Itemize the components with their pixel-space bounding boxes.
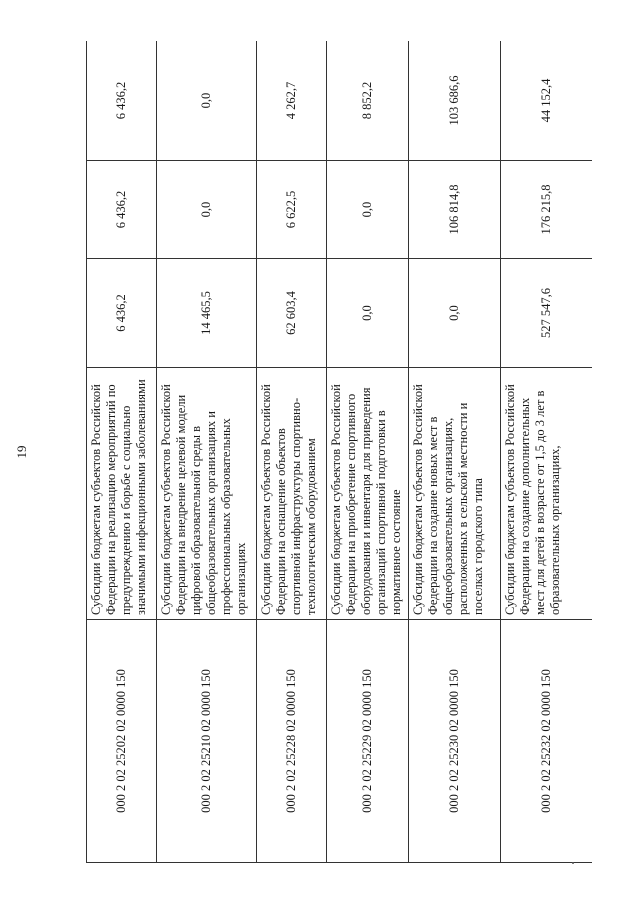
description-cell: Субсидии бюджетам субъектов Российской Федерации на создание дополнительных мест для детей в возрасте от 1,5 до 3 лет в образовательных организациях, xyxy=(501,368,593,620)
table-row xyxy=(87,41,157,863)
budget-code-cell: 000 2 02 25229 02 0000 150 xyxy=(327,620,409,863)
value-cell-year1: 527 547,6 xyxy=(501,259,593,368)
value-cell-year1: 14 465,5 xyxy=(157,259,257,368)
value-cell-year3: 44 152,4 xyxy=(501,41,593,161)
table-row xyxy=(157,41,257,863)
budget-code-cell: 000 2 02 25210 02 0000 150 xyxy=(157,620,257,863)
table-row xyxy=(327,41,409,863)
page-number: 19 xyxy=(14,445,29,459)
value-cell-year1: 0,0 xyxy=(327,259,409,368)
value-cell-year1: 62 603,4 xyxy=(257,259,327,368)
description-cell: Субсидии бюджетам субъектов Российской Федерации на внедрение целевой модели цифровой образовательной среды в общеобразовательных организациях и профессиональных образовательных организациях xyxy=(157,368,257,620)
budget-table-container xyxy=(86,41,592,863)
rotated-table-frame xyxy=(86,41,592,863)
value-cell-year2: 0,0 xyxy=(157,161,257,259)
table-row xyxy=(501,41,593,863)
scan-speck xyxy=(572,862,574,864)
description-cell: Субсидии бюджетам субъектов Российской Федерации на реализацию мероприятий по предупреждению и борьбе с социально значимыми инфекционными заболеваниями xyxy=(87,368,157,620)
value-cell-year2: 176 215,8 xyxy=(501,161,593,259)
budget-code-cell: 000 2 02 25228 02 0000 150 xyxy=(257,620,327,863)
value-cell-year2: 0,0 xyxy=(327,161,409,259)
budget-code-cell: 000 2 02 25202 02 0000 150 xyxy=(87,620,157,863)
table-row xyxy=(409,41,501,863)
value-cell-year3: 0,0 xyxy=(157,41,257,161)
value-cell-year3: 103 686,6 xyxy=(409,41,501,161)
value-cell-year3: 8 852,2 xyxy=(327,41,409,161)
description-cell: Субсидии бюджетам субъектов Российской Федерации на оснащение объектов спортивной инфраструктуры спортивно-технологическим оборудованием xyxy=(257,368,327,620)
description-cell: Субсидии бюджетам субъектов Российской Федерации на приобретение спортивного оборудования и инвентаря для приведения организаций спортивной подготовки в нормативное состояние xyxy=(327,368,409,620)
value-cell-year3: 6 436,2 xyxy=(87,41,157,161)
value-cell-year1: 0,0 xyxy=(409,259,501,368)
table-row xyxy=(257,41,327,863)
value-cell-year2: 6 436,2 xyxy=(87,161,157,259)
description-cell: Субсидии бюджетам субъектов Российской Федерации на создание новых мест в общеобразовательных организациях, расположенных в сельской местности и поселках городского типа xyxy=(409,368,501,620)
budget-code-cell: 000 2 02 25232 02 0000 150 xyxy=(501,620,593,863)
budget-subsidies-table xyxy=(86,41,592,863)
budget-code-cell: 000 2 02 25230 02 0000 150 xyxy=(409,620,501,863)
value-cell-year1: 6 436,2 xyxy=(87,259,157,368)
value-cell-year2: 106 814,8 xyxy=(409,161,501,259)
value-cell-year2: 6 622,5 xyxy=(257,161,327,259)
value-cell-year3: 4 262,7 xyxy=(257,41,327,161)
